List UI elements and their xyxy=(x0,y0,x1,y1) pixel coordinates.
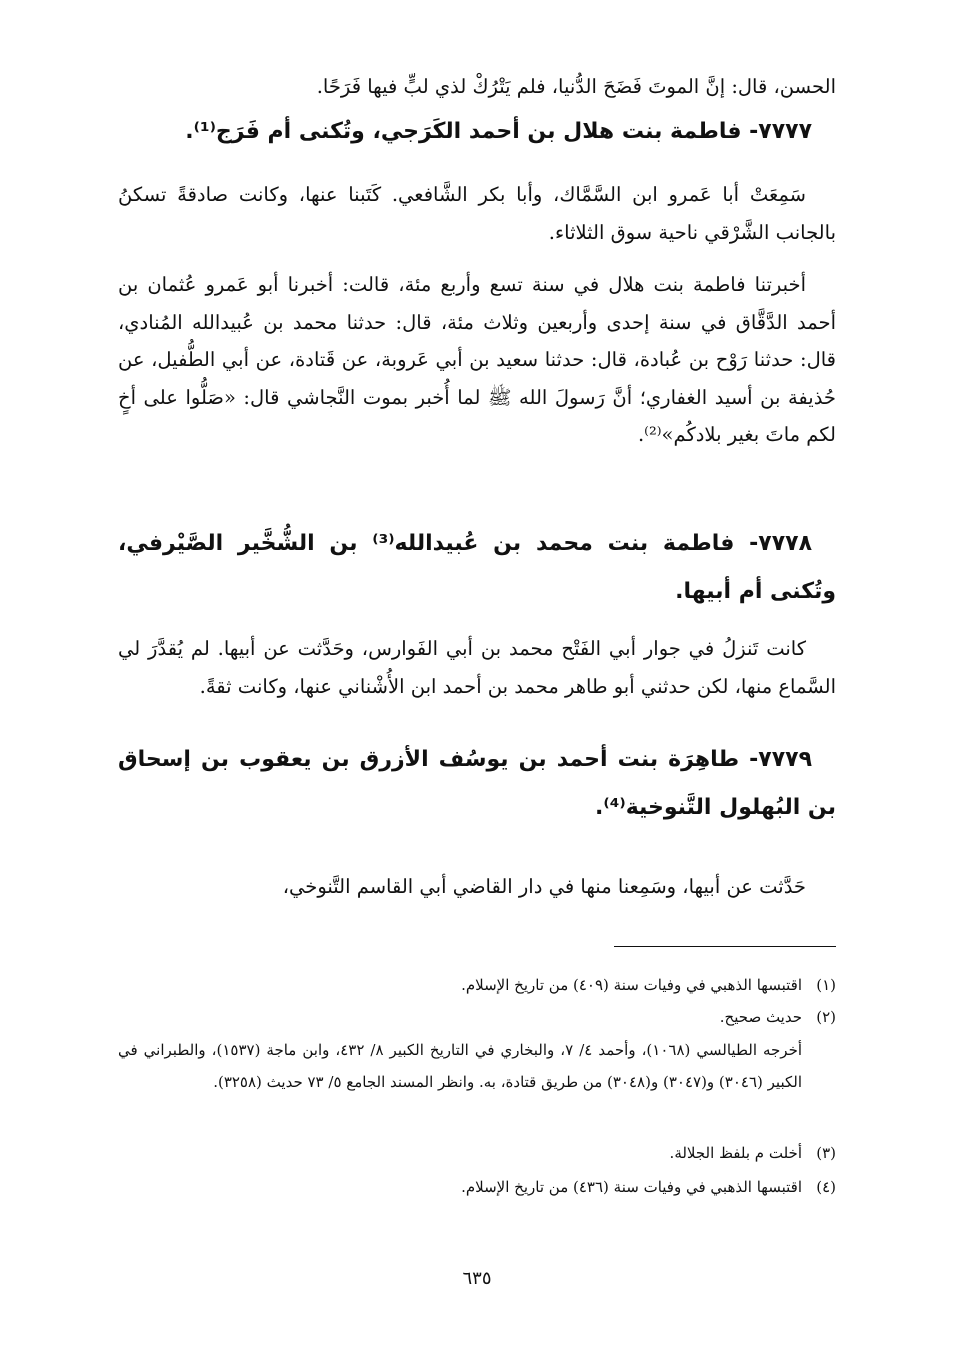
footnote-number: (٤) xyxy=(816,1178,836,1196)
footnote-number: (٣) xyxy=(816,1144,836,1162)
entry-heading-7778: ٧٧٧٨- فاطمة بنت محمد بن عُبيدالله⁽³⁾ بن الشُّخَّير الصَّيْرفي، وتُكنى أم أبيها. xyxy=(118,531,836,604)
footnote-2 xyxy=(118,1002,836,1032)
paragraph-continuation: الحسن، قال: إنَّ الموتَ فَضَحَ الدُّنيا، فلم يَتْرُكْ لذي لبٍّ فيها فَرَحًا. xyxy=(316,75,836,98)
footnote-2-continuation: أخرجه الطيالسي (١٠٦٨)، وأحمد ٤/ ٧، والبخاري في التاريخ الكبير ٨/ ٤٣٢، وابن ماجة (١٥٣٧)، والطبراني في الكبير (٣٠٤٦) و(٣٠٤٧) و(٣٠٤٨) من طريق قتادة، به. وانظر المسند الجامع ٥/ ٧٣ حديث (٣٢٥٨). xyxy=(118,1041,803,1091)
footnote-3 xyxy=(118,1138,836,1168)
footnote-1 xyxy=(118,970,836,1000)
footnote-separator xyxy=(614,946,836,947)
footnote-number: (٢) xyxy=(816,1008,836,1026)
entry-7779-paragraph: حَدَّثت عن أبيها، وسَمِعنا منها في دار القاضي أبي القاسم التَّنوخي، xyxy=(282,875,806,898)
entry-7778-paragraph: كانت تَنزلُ في جوار أبي الفَتْح محمد بن أبي الفَوارس، وحَدَّثت عن أبيها. لم يُقدَّرَ لي السَّماع منها، لكن حدثني أبو طاهر محمد بن أحمد ابن الأُشْناني عنها، وكانت ثقةً. xyxy=(118,637,836,698)
entry-heading-7779: ٧٧٧٩- طاهِرَة بنت أحمد بن يوسُف الأزرق بن يعقوب بن إسحاق بن البُهلول التَّنوخية⁽⁴⁾. xyxy=(118,747,836,820)
footnote-4 xyxy=(118,1172,836,1202)
entry-heading-7777: ٧٧٧٧- فاطمة بنت هلال بن أحمد الكَرَجي، وتُكنى أم فَرَج⁽¹⁾. xyxy=(185,119,812,144)
footnote-number: (١) xyxy=(816,976,836,994)
footnote-text: اقتبسها الذهبي في وفيات سنة (٤٠٩) من تاريخ الإسلام. xyxy=(461,976,802,994)
footnote-text: حديث صحيح. xyxy=(719,1008,802,1026)
page-number: ٦٣٥ xyxy=(462,1268,492,1289)
entry-7777-paragraph-1: سَمِعَتْ أبا عَمرو ابن السَّمَّاك، وأبا بكر الشَّافعي. كَتَبنا عنها، وكانت صادقةً تسكنُ بالجانب الشَّرْقي ناحية سوق الثلاثاء. xyxy=(118,183,836,244)
entry-7777-paragraph-2: أخبرتنا فاطمة بنت هلال في سنة تسع وأربع مئة، قالت: أخبرنا أبو عَمرو عُثمان بن أحمد الدَّقَّاق في سنة إحدى وأربعين وثلاث مئة، قال: حدثنا محمد بن عُبيدالله المُنادي، قال: حدثنا رَوْح بن عُبادة، قال: حدثنا سعيد بن أبي عَروبة، عن قَتادة، عن أبي الطُّفيل، عن حُذيفة بن أسيد الغفاري؛ أنَّ رَسولَ الله ﷺ لما أُخبر بموت النَّجاشي قال: «صَلُّوا على أخٍ لكم ماتَ بغير بلادكُم»⁽²⁾. xyxy=(118,273,836,446)
footnote-text: أخلت م بلفظ الجلالة. xyxy=(669,1144,802,1162)
footnote-text: اقتبسها الذهبي في وفيات سنة (٤٣٦) من تاريخ الإسلام. xyxy=(461,1178,802,1196)
